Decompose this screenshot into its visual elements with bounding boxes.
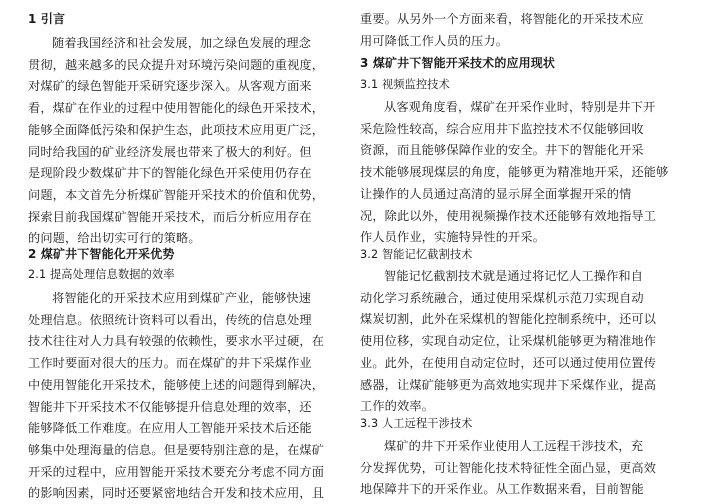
paragraph-line: 随着我国经济和社会发展，加之绿色发展的理念	[52, 36, 312, 50]
paragraph-line: 开采的过程中，应用智能开采技术要充分考虑不同方面	[28, 464, 325, 479]
paragraph-line: 煤矿的井下开采作业使用人工远程干涉技术，充	[384, 439, 644, 453]
paragraph-line: 从客观角度看，煤矿在开采作业时，特别是井下开	[384, 100, 656, 114]
paragraph-line: 将智能化的开采技术应用到煤矿产业，能够快速	[52, 291, 312, 305]
paragraph-line: 感器，让煤矿能够更为高效地实现井下采煤作业，提高	[360, 377, 657, 392]
paragraph-line: 够集中处理海量的信息。但是要特别注意的是，在煤矿	[28, 442, 325, 457]
paragraph-line: 工作时要面对很大的压力。而在煤矿的井下采煤作业	[28, 356, 312, 371]
paragraph-line: 智能记忆截割技术就是通过将记忆人工操作和自	[384, 269, 644, 283]
paragraph-line: 的影响因素，同时还要紧密地结合开发和技术应用，且	[28, 486, 325, 501]
paragraph-line: 中使用智能化开采技术，能够使上述的问题得到解决，	[28, 377, 325, 392]
section-heading: 1 引言	[28, 12, 66, 26]
paragraph-line: 作人员作业，实施特异性的开采。	[360, 230, 546, 245]
paragraph-line: 分发挥优势，可让智能化技术特征性全面凸显，更高效	[360, 460, 657, 475]
paragraph-line: 用可降低工作人员的压力。	[360, 33, 509, 48]
paragraph-line: 重要。从另外一个方面来看，将智能化的开采技术应	[360, 12, 644, 26]
paragraph-line: 对煤矿的绿色智能开采研究逐步深入。从客观方面来	[28, 79, 312, 94]
paragraph-line: 贯彻，越来越多的民众提升对环境污染问题的重视度，	[28, 57, 325, 72]
section-heading: 2 煤矿井下智能化开采优势	[28, 247, 175, 261]
paragraph-line: 探索目前我国煤矿智能开采技术，而后分析应用存在	[28, 209, 312, 224]
paragraph-line: 能够降低工作难度。在应用人工智能开采技术后还能	[28, 421, 312, 436]
paragraph-line: 同时给我国的矿业经济发展也带来了极大的利好。但	[28, 144, 312, 159]
paragraph-line: 的问题，给出切实可行的策略。	[28, 231, 201, 246]
paragraph-line: 让操作的人员通过高清的显示屏全面掌握开采的情	[360, 186, 632, 201]
paragraph-line: 智能井下开采技术不仅能够提升信息处理的效率，还	[28, 399, 312, 414]
paragraph-line: 工作的效率。	[360, 399, 435, 414]
subsection-heading: 2.1 提高处理信息数据的效率	[28, 268, 175, 281]
paragraph-line: 问题，本文首先分析煤矿智能开采技术的价值和优势，	[28, 187, 325, 202]
paragraph-line: 能够全面降低污染和保护生态，此项技术应用更广泛，	[28, 122, 325, 137]
paragraph-line: 技术往往对人力具有较强的依赖性，要求水平过硬，在	[28, 334, 325, 349]
paragraph-line: 采危险性较高，综合应用井下监控技术不仅能够回收	[360, 121, 644, 136]
subsection-heading: 3.3 人工远程干涉技术	[360, 417, 473, 430]
subsection-heading: 3.1 视频监控技术	[360, 78, 450, 91]
paragraph-line: 使用位移，实现自动定位，让采煤机能够更为精准地作	[360, 334, 657, 349]
paragraph-line: 处理信息。依照统计资料可以看出，传统的信息处理	[28, 312, 312, 327]
paragraph-line: 煤炭切割，此外在采煤机的智能化控制系统中，还可以	[360, 312, 657, 327]
paragraph-line: 业。此外，在使用自动定位时，还可以通过使用位置传	[360, 355, 657, 370]
subsection-heading: 3.2 智能记忆截割技术	[360, 248, 473, 261]
paragraph-line: 看，煤矿在作业的过程中使用智能化的绿色开采技术，	[28, 101, 325, 116]
paragraph-line: 技术能够展现煤层的角度，能够更为精准地开采，还能够	[360, 165, 669, 180]
paragraph-line: 动化学习系统融合，通过使用采煤机示范刀实现自动	[360, 290, 644, 305]
section-heading: 3 煤矿井下智能开采技术的应用现状	[360, 56, 556, 70]
paragraph-line: 地保障井下的开采作业。从工作数据来看，目前智能	[360, 482, 644, 497]
paragraph-line: 况，除此以外，使用视频操作技术还能够有效地指导工	[360, 208, 657, 223]
paragraph-line: 资源，而且能够保障作业的安全。井下的智能化开采	[360, 143, 644, 158]
paragraph-line: 是现阶段少数煤矿井下的智能化绿色开采使用仍存在	[28, 166, 312, 181]
